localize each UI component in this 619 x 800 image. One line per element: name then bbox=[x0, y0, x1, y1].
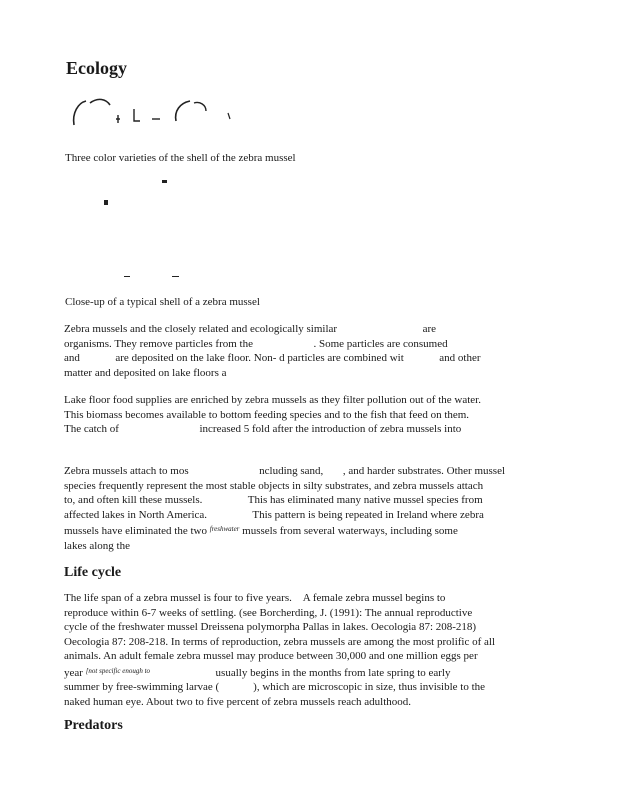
text-line: The catch of bbox=[64, 423, 119, 435]
text-line: year bbox=[64, 666, 83, 679]
text-line: This has eliminated many native mussel species from bbox=[247, 494, 483, 506]
paragraph-filter-feeding bbox=[64, 322, 539, 380]
text-line: to, and often kill these mussels. bbox=[64, 494, 203, 506]
text-line: usually begins in the months from late spring to early bbox=[215, 666, 451, 679]
closeup-caption: Close-up of a typical shell of a zebra mussel bbox=[65, 296, 260, 308]
text-line: mussels from several waterways, including some bbox=[242, 525, 458, 537]
text-line: ncluding sand, bbox=[259, 465, 324, 477]
text-line: affected lakes in North America. bbox=[64, 508, 208, 521]
text-line: lakes along the bbox=[64, 539, 130, 552]
text-line: Oecologia 87: 208-218. In terms of reproduction, zebra mussels are among the most prolific of all bbox=[64, 635, 496, 648]
text-line: cycle of the freshwater mussel Dreissena polymorpha Pallas in lakes. Oecologia 87: 208-218) bbox=[64, 621, 477, 633]
text-line: naked human eye. About two to five percent of zebra mussels reach adulthood. bbox=[64, 695, 411, 708]
shell-fragments-graphic bbox=[66, 95, 246, 135]
text-line: Zebra mussels attach to mos bbox=[64, 465, 189, 477]
closeup-image-fragment bbox=[124, 276, 130, 277]
shell-varieties-image bbox=[66, 95, 246, 135]
text-line: , and harder substrates. Other mussel bbox=[342, 465, 506, 477]
edit-note: [not specific enough to bbox=[85, 666, 151, 675]
text-line: mussels have eliminated the two bbox=[64, 525, 207, 537]
closeup-image-fragment bbox=[104, 200, 108, 205]
text-line: . Some particles are consumed bbox=[313, 337, 448, 350]
text-line: This biomass becomes available to bottom feeding species and to the fish that feed on them. bbox=[64, 408, 470, 421]
text-line: organisms. They remove particles from the bbox=[64, 337, 253, 350]
closeup-image-fragment bbox=[162, 180, 167, 183]
closeup-image-fragment bbox=[172, 276, 179, 277]
text-line: A female zebra mussel begins to bbox=[302, 592, 446, 604]
text-line: summer by free-swimming larvae ( bbox=[64, 681, 220, 693]
shell-varieties-caption: Three color varieties of the shell of the zebra mussel bbox=[65, 152, 296, 164]
text-line: d particles are combined wit bbox=[279, 352, 404, 364]
text-line: This pattern is being repeated in Ireland where zebra bbox=[252, 508, 484, 521]
text-line: ), which are microscopic in size, thus invisible to the bbox=[253, 681, 486, 693]
life-cycle-heading: Life cycle bbox=[64, 565, 122, 580]
text-line: animals. An adult female zebra mussel may produce between 30,000 and one million eggs per bbox=[64, 650, 478, 662]
text-line: are deposited on the lake floor. Non- bbox=[115, 352, 277, 364]
paragraph-food-supply bbox=[64, 393, 539, 437]
text-line: freshwater bbox=[209, 525, 240, 533]
text-line: increased 5 fold after the introduction of zebra mussels into bbox=[199, 423, 462, 435]
text-line: reproduce within 6-7 weeks of settling. (see Borcherding, J. (1991): The annual reproductive bbox=[64, 606, 473, 619]
text-line: Lake floor food supplies are enriched by zebra mussels as they filter pollution out of the water. bbox=[64, 394, 481, 406]
paragraph-substrates bbox=[64, 464, 539, 553]
text-line: Zebra mussels and the closely related and ecologically similar bbox=[64, 323, 338, 335]
text-line: are bbox=[422, 323, 437, 335]
text-line: and other bbox=[439, 352, 481, 364]
text-line: The life span of a zebra mussel is four to five years. bbox=[64, 592, 292, 604]
text-line: and bbox=[64, 352, 80, 364]
text-line: matter and deposited on lake floors a bbox=[64, 366, 227, 379]
text-line: species frequently represent the most stable objects in silty substrates, and zebra mussels attach bbox=[64, 479, 484, 492]
paragraph-life-cycle bbox=[64, 591, 539, 709]
predators-heading: Predators bbox=[64, 718, 123, 733]
page-title: Ecology bbox=[66, 58, 127, 78]
